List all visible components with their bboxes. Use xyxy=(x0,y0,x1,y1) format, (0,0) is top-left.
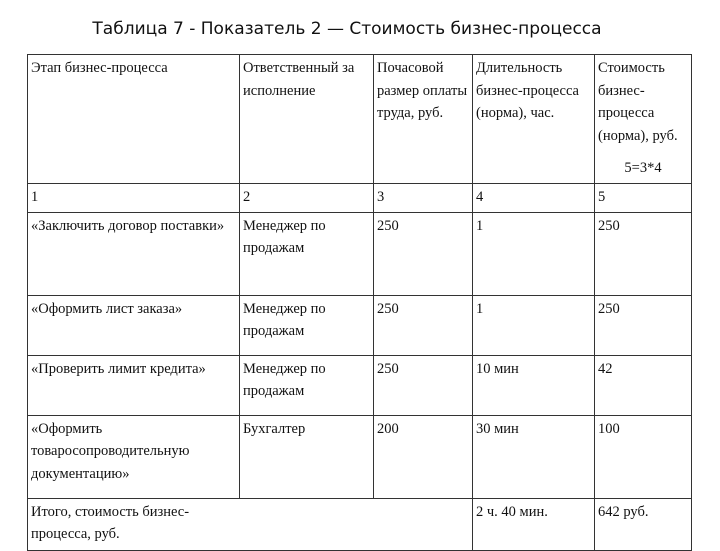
header-cost-label: Стоимость бизнес-процесса (норма), руб. xyxy=(598,60,678,144)
index-cell: 1 xyxy=(28,183,240,212)
responsible-cell: Бухгалтер xyxy=(240,415,374,498)
table-row xyxy=(28,355,692,415)
index-cell: 2 xyxy=(240,183,374,212)
cost-cell: 100 xyxy=(595,415,692,498)
index-cell: 3 xyxy=(374,183,473,212)
cost-table xyxy=(27,54,692,551)
duration-cell: 1 xyxy=(473,212,595,295)
stage-cell: «Оформить лист заказа» xyxy=(28,295,240,355)
index-row xyxy=(28,183,692,212)
stage-cell: «Оформить товаросопроводительную документацию» xyxy=(28,415,240,498)
total-empty-cell xyxy=(240,498,473,550)
cost-cell: 250 xyxy=(595,295,692,355)
table-title: Таблица 7 - Показатель 2 — Стоимость бизнес-процесса xyxy=(92,19,602,39)
header-cell-responsible: Ответственный за исполнение xyxy=(240,55,374,184)
total-duration-cell: 2 ч. 40 мин. xyxy=(473,498,595,550)
index-cell: 5 xyxy=(595,183,692,212)
duration-cell: 1 xyxy=(473,295,595,355)
table-row xyxy=(28,415,692,498)
cost-cell: 42 xyxy=(595,355,692,415)
rate-cell: 250 xyxy=(374,295,473,355)
rate-cell: 250 xyxy=(374,355,473,415)
stage-cell: «Заключить договор поставки» xyxy=(28,212,240,295)
total-cost-cell: 642 руб. xyxy=(595,498,692,550)
header-row xyxy=(28,55,692,184)
duration-cell: 10 мин xyxy=(473,355,595,415)
header-cell-hourly-rate: Почасовой размер оплаты труда, руб. xyxy=(374,55,473,184)
header-cell-stage: Этап бизнес-процесса xyxy=(28,55,240,184)
responsible-cell: Менеджер по продажам xyxy=(240,212,374,295)
header-cell-cost xyxy=(595,55,692,184)
rate-cell: 200 xyxy=(374,415,473,498)
cost-cell: 250 xyxy=(595,212,692,295)
stage-cell: «Проверить лимит кредита» xyxy=(28,355,240,415)
duration-cell: 30 мин xyxy=(473,415,595,498)
header-formula: 5=3*4 xyxy=(624,160,662,176)
total-label-cell: Итого, стоимость бизнес-процесса, руб. xyxy=(28,498,240,550)
header-cell-duration: Длительность бизнес-процесса (норма), час. xyxy=(473,55,595,184)
rate-cell: 250 xyxy=(374,212,473,295)
responsible-cell: Менеджер по продажам xyxy=(240,355,374,415)
table-row xyxy=(28,295,692,355)
index-cell: 4 xyxy=(473,183,595,212)
table-row xyxy=(28,212,692,295)
total-row xyxy=(28,498,692,550)
responsible-cell: Менеджер по продажам xyxy=(240,295,374,355)
